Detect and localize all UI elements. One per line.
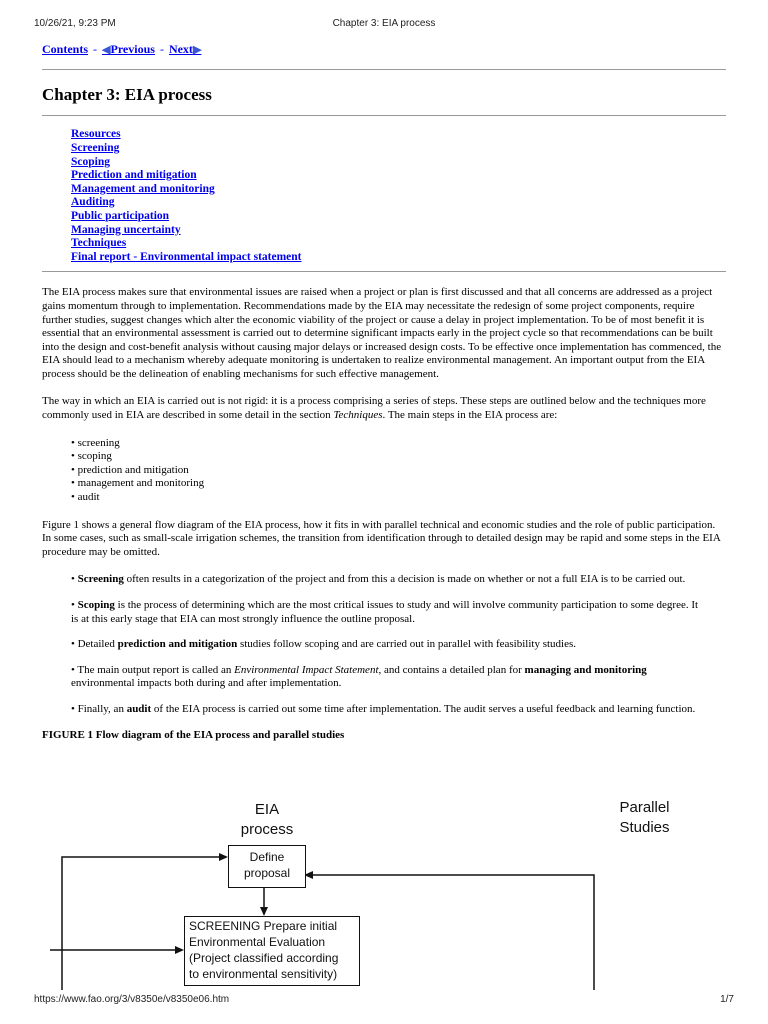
page-number: 1/7 [720, 994, 734, 1005]
nav-separator: - [93, 42, 98, 56]
toc-item [71, 169, 726, 183]
toc-item [71, 142, 726, 156]
audit-term: audit [126, 702, 152, 715]
toc-link-public-participation[interactable]: Public participation [71, 209, 170, 222]
text-run: studies follow scoping and are carried out in parallel with feasibility studies. [237, 638, 576, 651]
text-run: The way in which an EIA is carried out is not rigid: it is a process comprising a series of steps. These steps are outlined below and the techniques more commonly used in EIA are described in some detail in the section [42, 395, 706, 422]
list-item: • prediction and mitigation [71, 463, 189, 476]
eia-process-label [217, 800, 317, 840]
figure-caption: FIGURE 1 Flow diagram of the EIA process and parallel studies [42, 728, 345, 741]
contents-link[interactable]: Contents [42, 42, 89, 56]
list-item: • management and monitoring [71, 477, 205, 490]
print-datetime: 10/26/21, 9:23 PM [34, 18, 116, 29]
diagram-text: SCREENING Prepare initial [189, 919, 338, 933]
screening-box [184, 916, 360, 986]
toc-link-scoping[interactable]: Scoping [71, 155, 110, 168]
parallel-studies-label [597, 798, 692, 838]
text-run: • [71, 573, 78, 586]
text-run: is the process of determining which are the most critical issues to study and will involve community participation to some degree. It is at this early stage that EIA can most strongly influence the outline proposal. [71, 599, 699, 625]
toc-item [71, 156, 726, 170]
eis-emphasis: Environmental Impact Statement [234, 663, 379, 676]
divider [42, 271, 726, 272]
diagram-text: proposal [243, 866, 291, 880]
toc-item [71, 251, 726, 265]
screening-term: Screening [77, 573, 124, 586]
toc-item [71, 128, 726, 142]
audit-detail [42, 703, 726, 717]
eis-detail [42, 664, 726, 691]
flow-diagram [42, 790, 726, 990]
scoping-detail [42, 599, 726, 626]
diagram-text: Define [249, 850, 285, 864]
table-of-contents [42, 128, 726, 264]
managing-term: managing and monitoring [524, 663, 647, 676]
toc-link-resources[interactable]: Resources [71, 128, 121, 141]
nav-separator: - [159, 42, 164, 56]
arrowhead [260, 907, 268, 916]
diagram-text: Studies [619, 819, 670, 836]
text-run: of the EIA process is carried out some time after implementation. The audit serves a useful feedback and learning function. [151, 702, 696, 715]
list-item: • audit [71, 491, 100, 504]
diagram-text: EIA [254, 801, 280, 818]
print-header [34, 18, 734, 29]
figure-intro-paragraph: Figure 1 shows a general flow diagram of the EIA process, how it fits in with parallel technical and economic studies and the role of public participation. In some cases, such as small-scale irrigation schemes, the transition from identification through to detailed design may be rapid and some steps in the EIA procedure may be omitted. [42, 518, 721, 558]
text-run: • [71, 599, 78, 612]
prediction-term: prediction and mitigation [117, 638, 238, 651]
toc-link-managing-uncertainty[interactable]: Managing uncertainty [71, 223, 181, 236]
divider [42, 115, 726, 116]
text-run: , and contains a detailed plan for [378, 663, 525, 676]
toc-link-techniques[interactable]: Techniques [71, 237, 127, 250]
previous-link[interactable] [102, 42, 155, 56]
print-title: Chapter 3: EIA process [332, 18, 436, 29]
arrowhead [219, 853, 228, 861]
diagram-text: process [240, 821, 294, 838]
arrow-left-icon: ◀ [102, 44, 111, 56]
print-url: https://www.fao.org/3/v8350e/v8350e06.htm [34, 994, 230, 1005]
diagram-text: (Project classified according [189, 951, 339, 965]
page-title: Chapter 3: EIA process [42, 85, 212, 104]
previous-label: Previous [110, 42, 155, 56]
print-footer [34, 994, 734, 1005]
text-run: • Detailed [71, 638, 118, 651]
toc-item [71, 210, 726, 224]
text-run: often results in a categorization of the project and from this a decision is made on whether or not a full EIA is to be carried out. [123, 573, 686, 586]
text-run: environmental impacts both during and after implementation. [71, 677, 342, 690]
toc-link-screening[interactable]: Screening [71, 141, 120, 154]
toc-link-final-report[interactable]: Final report - Environmental impact statement [71, 250, 302, 263]
toc-link-prediction[interactable]: Prediction and mitigation [71, 169, 197, 182]
define-proposal-box [228, 845, 306, 888]
screening-detail [42, 573, 726, 587]
toc-item [71, 237, 726, 251]
toc-link-auditing[interactable]: Auditing [71, 196, 115, 209]
toc-link-management[interactable]: Management and monitoring [71, 182, 215, 195]
list-item: • screening [71, 436, 120, 449]
intro-paragraph: The EIA process makes sure that environmental issues are raised when a project or plan is first discussed and that all concerns are addressed as a project gains momentum through to implementation. Recommendations made by the EIA may necessitate the redesign of some project components, require further studies, suggest changes which alter the economic viability of the project or cause a delay in project implementation. To be of most benefit it is essential that an environmental assessment is carried out to determine significant impacts early in the project cycle so that recommendations can be built into the design and cost-benefit analysis without causing major delays or increased design costs. To be effective once implementation has commenced, the EIA should lead to a mechanism whereby adequate monitoring is undertaken to realize environmental management. An important output from the EIA process should be the delineation of enabling mechanisms for such effective management. [42, 286, 722, 380]
text-run: • Finally, an [71, 702, 127, 715]
techniques-emphasis: Techniques [333, 409, 383, 422]
steps-list [42, 437, 726, 505]
arrowhead [175, 946, 184, 954]
diagram-text: Environmental Evaluation [189, 935, 326, 949]
toc-item [71, 183, 726, 197]
diagram-text: Parallel [619, 799, 670, 816]
toc-item [71, 196, 726, 210]
toc-item [71, 224, 726, 238]
page-content [42, 42, 726, 742]
arrow-right-icon: ▶ [192, 44, 202, 56]
next-label: Next [168, 42, 193, 56]
list-item: • scoping [71, 450, 112, 463]
divider [42, 69, 726, 70]
diagram-text: to environmental sensitivity) [189, 967, 338, 981]
scoping-term: Scoping [77, 599, 115, 612]
steps-intro-paragraph [42, 395, 726, 422]
next-link[interactable] [169, 42, 201, 56]
text-run: • The main output report is called an [71, 663, 235, 676]
text-run: . The main steps in the EIA process are: [382, 409, 558, 422]
prediction-detail [42, 638, 726, 652]
nav-bar [42, 42, 726, 57]
